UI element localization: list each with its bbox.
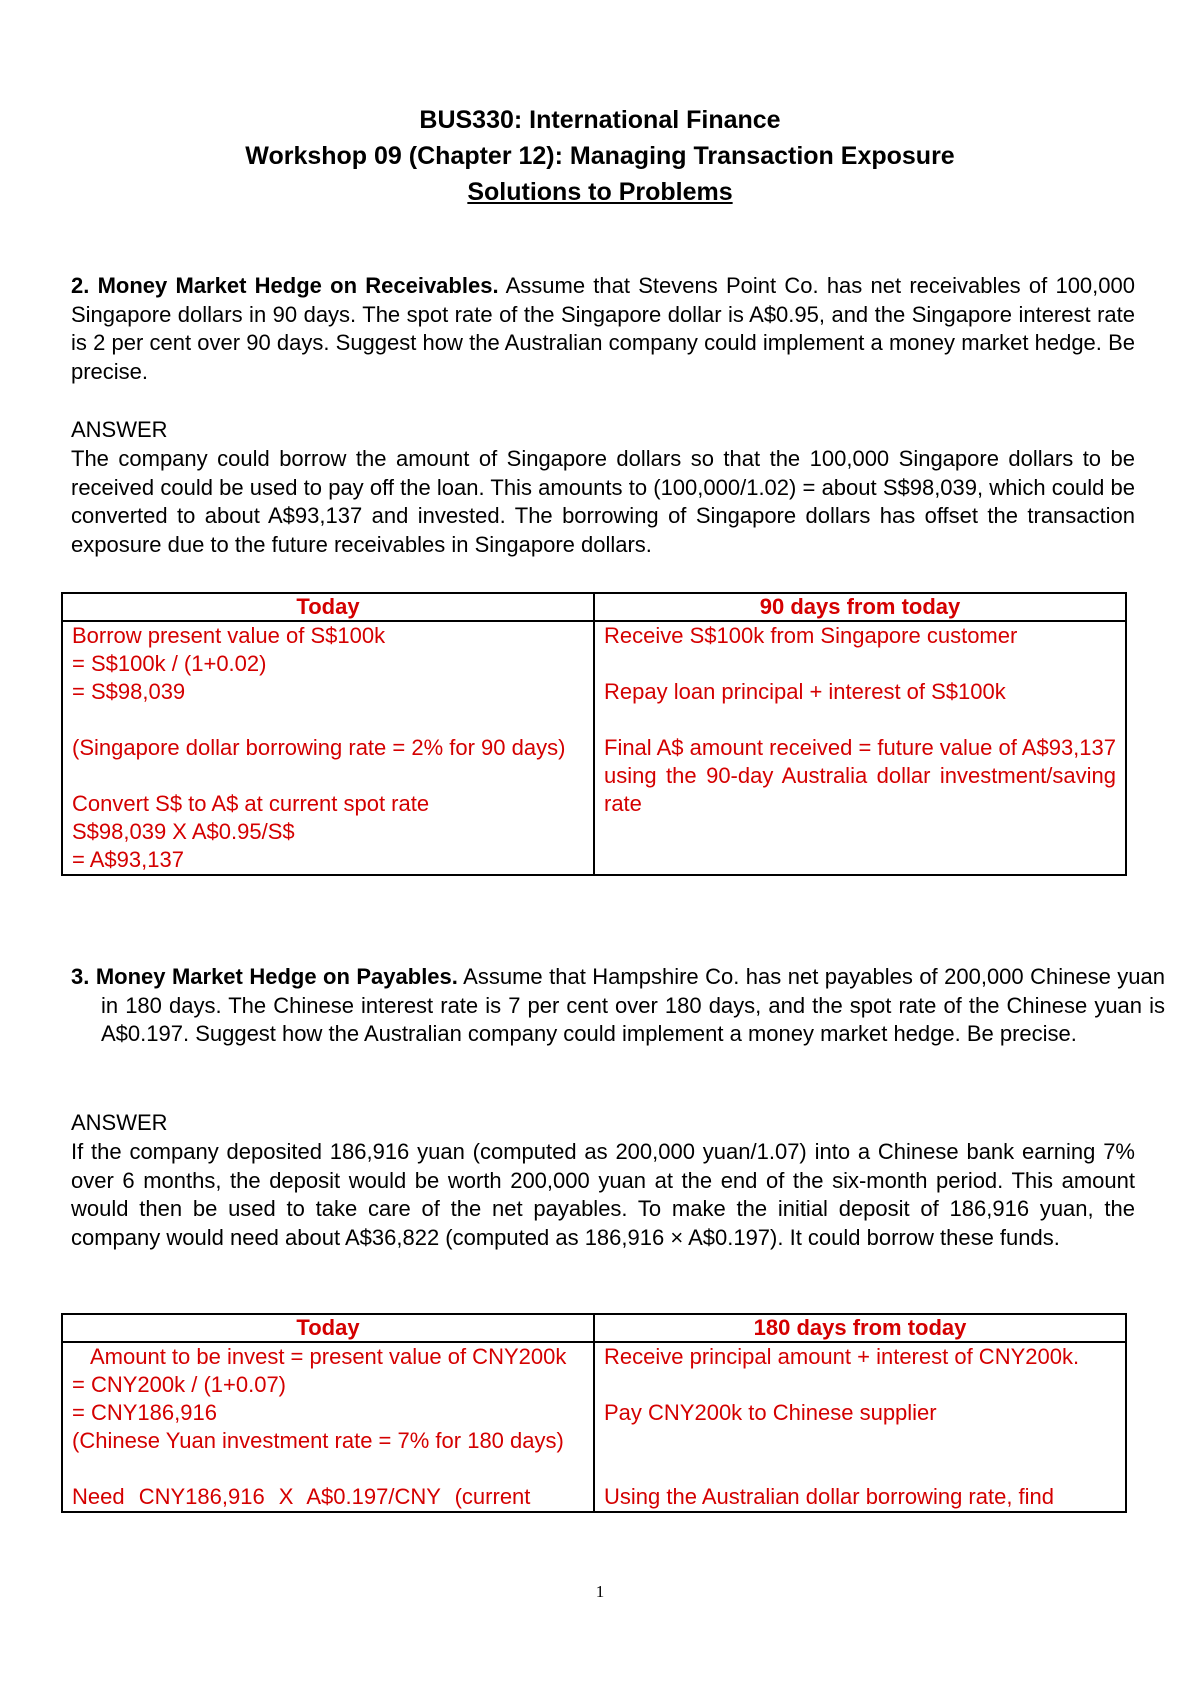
cell-line: (Chinese Yuan investment rate = 7% for 180 days) <box>72 1428 564 1453</box>
problem-2-heading: 2. Money Market Hedge on Receivables. <box>71 273 499 298</box>
cell-line: Receive S$100k from Singapore customer <box>604 623 1018 648</box>
problem-2-question-text: Assume that Stevens Point Co. has net receivables of 100,000 Singapore dollars in 90 days. The spot rate of the Singapore dollar is A$0.95, and the Singapore interest rate is 2 per cent over 90 days. Suggest how the Australian company could implement a money market hedge. Be precise. <box>71 273 1135 384</box>
table-2-later-cell <box>594 621 1126 875</box>
table-3-header-today: Today <box>62 1314 594 1342</box>
table-3-header-later: 180 days from today <box>594 1314 1126 1342</box>
cell-line: Amount to be invest = present value of CNY200k <box>90 1344 567 1369</box>
workshop-title: Workshop 09 (Chapter 12): Managing Transaction Exposure <box>245 142 955 170</box>
problem-3-hedge-table <box>61 1313 1127 1513</box>
cell-line: Repay loan principal + interest of S$100k <box>604 679 1006 704</box>
table-3-today-cell <box>62 1342 594 1512</box>
cell-line: Receive principal amount + interest of CNY200k. <box>604 1344 1080 1369</box>
problem-3-question-text: Assume that Hampshire Co. has net payables of 200,000 Chinese yuan in 180 days. The Chinese interest rate is 7 per cent over 180 days, and the spot rate of the Chinese yuan is A$0.197. Suggest how the Australian company could implement a money market hedge. Be precise. <box>101 964 1166 1047</box>
cell-line: = S$98,039 <box>72 679 186 704</box>
cell-line: = CNY186,916 <box>72 1400 217 1425</box>
course-title: BUS330: International Finance <box>419 106 781 134</box>
table-2-today-cell <box>62 621 594 875</box>
problem-2-answer-label: ANSWER <box>71 417 168 442</box>
cell-line: (Singapore dollar borrowing rate = 2% for 90 days) <box>72 735 566 760</box>
title-block <box>0 102 1200 210</box>
cell-line: = A$93,137 <box>72 847 184 872</box>
problem-3-answer-text: If the company deposited 186,916 yuan (computed as 200,000 yuan/1.07) into a Chinese bank earning 7% over 6 months, the deposit would be worth 200,000 yuan at the end of the six-month period. This amount would then be used to take care of the net payables. To make the initial deposit of 186,916 yuan, the company would need about A$36,822 (computed as 186,916 × A$0.197). It could borrow these funds. <box>71 1139 1135 1250</box>
problem-2-question <box>71 272 1135 386</box>
cell-line: Convert S$ to A$ at current spot rate <box>72 791 430 816</box>
cell-line: Borrow present value of S$100k <box>72 623 386 648</box>
subtitle: Solutions to Problems <box>467 178 733 206</box>
cell-line: Pay CNY200k to Chinese supplier <box>604 1400 937 1425</box>
table-2-header-today: Today <box>62 593 594 621</box>
cell-line: Final A$ amount received = future value of A$93,137 using the 90-day Australia dollar investment/saving rate <box>604 735 1116 816</box>
cell-line: = S$100k / (1+0.02) <box>72 651 267 676</box>
cell-line: = CNY200k / (1+0.07) <box>72 1372 287 1397</box>
cell-line: S$98,039 X A$0.95/S$ <box>72 819 295 844</box>
problem-3-question <box>71 963 1165 1049</box>
problem-3-heading: 3. Money Market Hedge on Payables. <box>71 964 458 989</box>
problem-3-answer-label: ANSWER <box>71 1110 168 1135</box>
cell-line: Using the Australian dollar borrowing rate, find <box>604 1484 1055 1509</box>
page-number: 1 <box>595 1582 605 1601</box>
problem-2-answer-text: The company could borrow the amount of Singapore dollars so that the 100,000 Singapore dollars to be received could be used to pay off the loan. This amounts to (100,000/1.02) = about S$98,039, which could be converted to about A$93,137 and invested. The borrowing of Singapore dollars has offset the transaction exposure due to the future receivables in Singapore dollars. <box>71 446 1135 557</box>
problem-2-hedge-table <box>61 592 1127 876</box>
table-3-later-cell <box>594 1342 1126 1512</box>
cell-line: Need CNY186,916 X A$0.197/CNY (current <box>72 1484 531 1509</box>
table-2-header-later: 90 days from today <box>594 593 1126 621</box>
